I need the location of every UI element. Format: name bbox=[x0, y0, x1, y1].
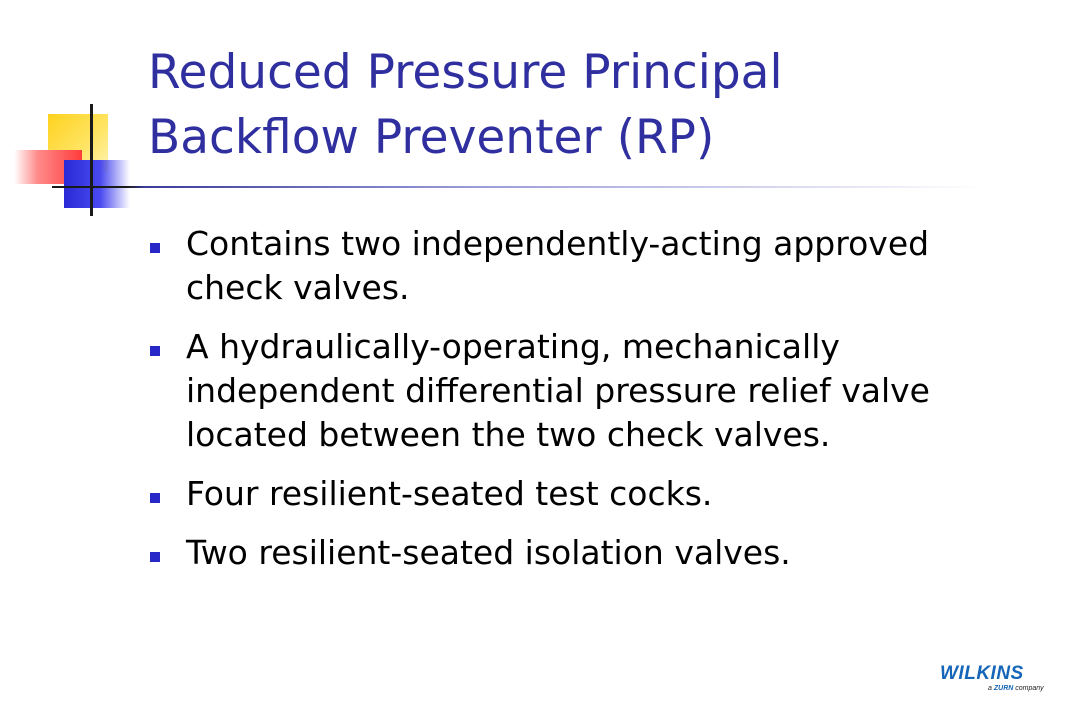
bullet-item bbox=[150, 531, 1050, 575]
wilkins-logo bbox=[940, 664, 1050, 698]
bullet-text-line: check valves. bbox=[186, 268, 410, 307]
bullet-item bbox=[150, 325, 1050, 457]
logo-brand: WILKINS bbox=[940, 663, 1024, 684]
bullet-text-line: located between the two check valves. bbox=[186, 415, 831, 454]
slide-title-line-1: Reduced Pressure Principal bbox=[148, 45, 783, 100]
logo-tagline bbox=[988, 684, 1044, 693]
bullet-marker-icon bbox=[150, 243, 160, 253]
logo-tagline-suffix: company bbox=[1015, 685, 1044, 692]
decorative-vertical-line bbox=[90, 104, 93, 216]
decorative-blue-square bbox=[64, 160, 130, 208]
bullet-text-line: A hydraulically-operating, mechanically bbox=[186, 327, 840, 366]
bullet-item bbox=[150, 472, 1050, 516]
bullet-text-line: Two resilient-seated isolation valves. bbox=[186, 533, 791, 572]
bullet-marker-icon bbox=[150, 552, 160, 562]
logo-tagline-prefix: a bbox=[988, 685, 992, 692]
slide-title-line-2: Backflow Preventer (RP) bbox=[148, 110, 715, 165]
bullet-list bbox=[150, 222, 1050, 590]
bullet-marker-icon bbox=[150, 493, 160, 503]
slide-title bbox=[148, 40, 1048, 170]
bullet-text-line: Four resilient-seated test cocks. bbox=[186, 474, 713, 513]
bullet-text-line: Contains two independently-acting approved bbox=[186, 224, 930, 263]
logo-tagline-brand: ZURN bbox=[993, 685, 1014, 692]
bullet-marker-icon bbox=[150, 346, 160, 356]
bullet-item bbox=[150, 222, 1050, 310]
title-underline bbox=[52, 186, 982, 188]
bullet-text-line: independent differential pressure relief valve bbox=[186, 371, 930, 410]
